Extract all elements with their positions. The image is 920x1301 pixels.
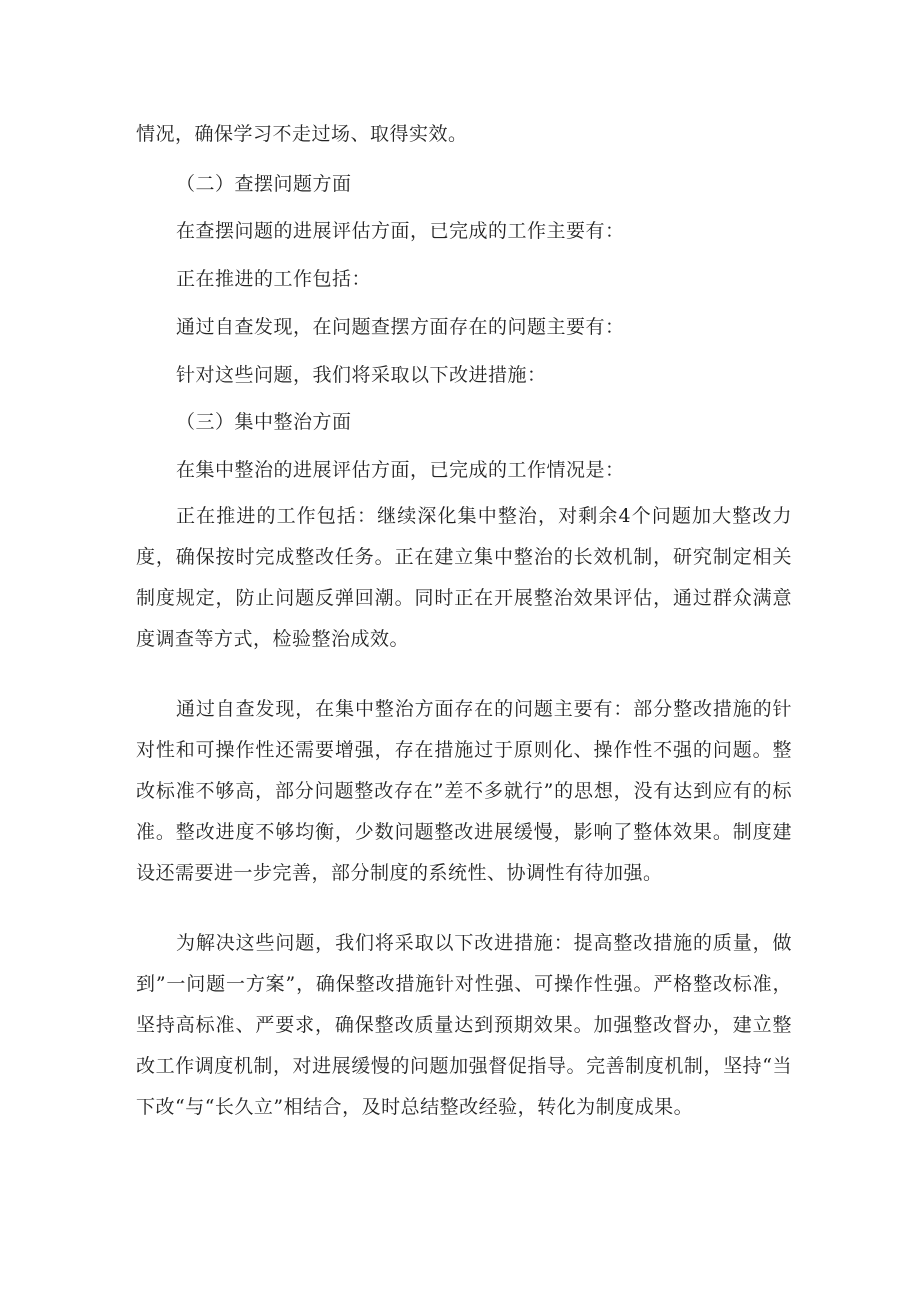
text-line: 在集中整治的进展评估方面，已完成的工作情况是： xyxy=(176,459,625,481)
text-line: 针对这些问题，我们将采取以下改进措施： xyxy=(176,364,547,386)
paragraph-ongoing-work: 正在推进的工作包括：继续深化集中整治，对剩余4个问题加大整改力度，确保按时完成整改任务。正在建立集中整治的长效机制，研究制定相关制度规定，防止问题反弹回潮。同时正在开展整治效果评估，通过群众满意度调查等方式，检验整治成效。 xyxy=(136,505,792,650)
text-line-continuation: 情况，确保学习不走过场、取得实效。 xyxy=(136,123,468,145)
text-line: 通过自查发现，在问题查摆方面存在的问题主要有： xyxy=(176,316,625,338)
paragraph-problems: 通过自查发现，在集中整治方面存在的问题主要有：部分整改措施的针对性和可操作性还需要增强，存在措施过于原则化、操作性不强的问题。整改标准不够高，部分问题整改存在”差不多就行”的思想，没有达到应有的标准。整改进度不够均衡，少数问题整改进展缓慢，影响了整体效果。制度建设还需要进一步完善，部分制度的系统性、协调性有待加强。 xyxy=(136,698,792,884)
text-line: 在查摆问题的进展评估方面，已完成的工作主要有： xyxy=(176,220,625,242)
paragraph-measures: 为解决这些问题，我们将采取以下改进措施：提高整改措施的质量，做到”一问题一方案”，确保整改措施针对性强、可操作性强。严格整改标准，坚持高标准、严要求，确保整改质量达到预期效果。加强整改督办，建立整改工作调度机制，对进展缓慢的问题加强督促指导。完善制度机制，坚持“当下改“与“长久立”相结合，及时总结整改经验，转化为制度成果。 xyxy=(136,932,792,1118)
text-line: 正在推进的工作包括： xyxy=(176,268,372,290)
section-heading-3: （三）集中整治方面 xyxy=(176,411,352,433)
section-heading-2: （二）查摆问题方面 xyxy=(176,173,352,195)
